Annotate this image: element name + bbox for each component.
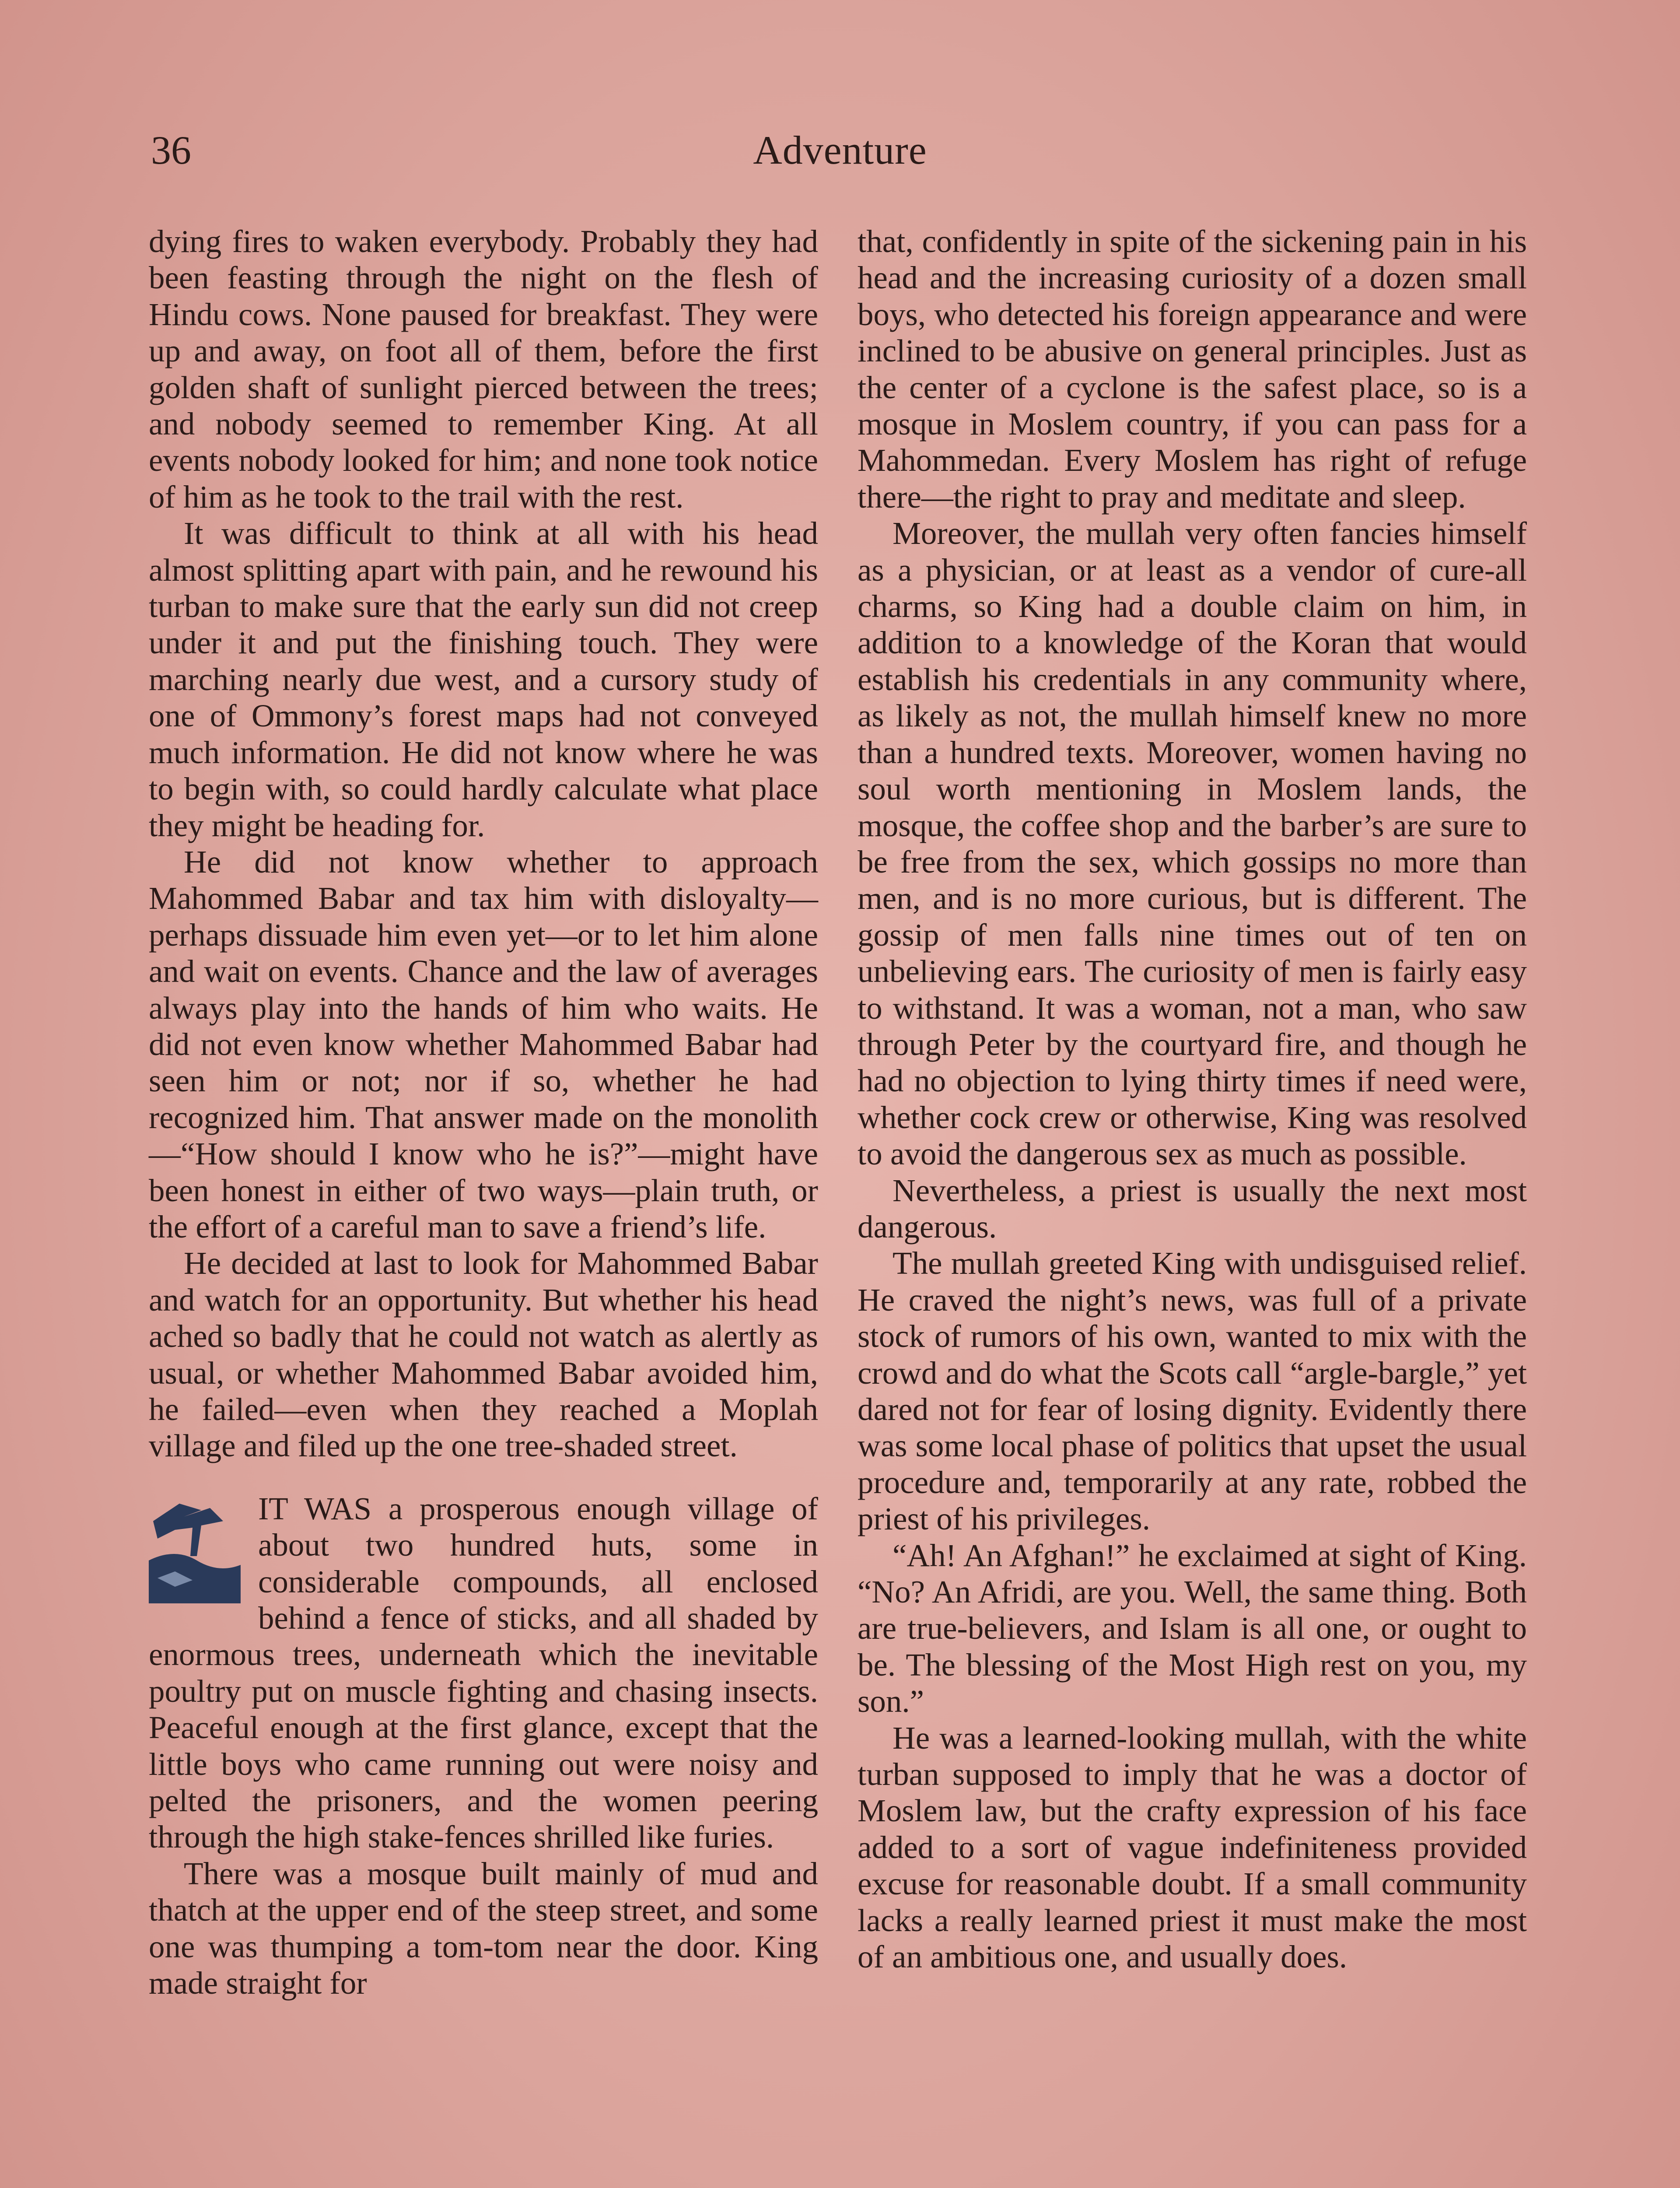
- paragraph: He was a learned-looking mullah, with the white turban supposed to imply that he was a doctor of Moslem law, but the crafty expression of his face added to a sort of vague indefiniteness provided excuse for reasonable doubt. If a small community lacks a really learned priest it must make the most of an ambitious one, and usually does.: [858, 1720, 1527, 1975]
- page-number: 36: [151, 128, 191, 172]
- paragraph: Moreover, the mullah very often fancies himself as a physician, or at least as a vendor of cure-all charms, so King had a double claim on him, in addition to a knowledge of the Koran that would establish his credentials in any community where, as likely as not, the mullah himself knew no more than a hundred texts. Moreover, women having no soul worth mentioning in Moslem lands, the mosque, the coffee shop and the barber’s are sure to be free from the sex, which gossips no more than men, and is no more curious, but is different. The gossip of men falls nine times out of ten on unbelieving ears. The curiosity of men is fairly easy to withstand. It was a woman, not a man, who saw through Peter by the courtyard fire, and though he had no objection to lying thirty times if need were, whether cock crew or otherwise, King was resolved to avoid the dangerous sex as much as possible.: [858, 515, 1527, 1172]
- right-column: [858, 223, 1527, 1975]
- paragraph: that, confidently in spite of the sickening pain in his head and the increasing curiosity of a dozen small boys, who detected his foreign appearance and were inclined to be abusive on general principles. Just as the center of a cyclone is the safest place, so is a mosque in Moslem country, if you can pass for a Mahommedan. Every Moslem has right of refuge there—the right to pray and meditate and sleep.: [858, 224, 1527, 515]
- paragraph: There was a mosque built mainly of mud and thatch at the upper end of the steep street, and some one was thumping a tom-tom near the door. King made straight for: [149, 1855, 818, 2001]
- left-column: [149, 223, 818, 2002]
- section-opening-paragraph: IT WAS a prosperous enough village of about two hundred huts, some in considerable compounds, all enclosed behind a fence of sticks, and all shaded by enormous trees, underneath which the inevitable poultry put on muscle fighting and chasing insects. Peaceful enough at the first glance, except that the little boys who came running out were noisy and pelted the prisoners, and the women peering through the high stake-fences shrilled like furies.: [149, 1490, 818, 1855]
- paragraph: It was difficult to think at all with his head almost splitting apart with pain, and he rewound his turban to make sure that the early sun did not creep under it and put the finishing touch. They were marching nearly due west, and a cursory study of one of Ommony’s forest maps had not conveyed much information. He did not know where he was to begin with, so could hardly calculate what place they might be heading for.: [149, 515, 818, 843]
- paragraph: He did not know whether to approach Mahommed Babar and tax him with disloyalty—perhaps dissuade him even yet—or to let him alone and wait on events. Chance and the law of averages always play into the hands of him who waits. He did not even know whether Mahommed Babar had seen him or not; nor if so, whether he had recognized him. That answer made on the monolith—“How should I know who he is?”—might have been honest in either of two ways—plain truth, or the effort of a careful man to save a friend’s life.: [149, 844, 818, 1245]
- paragraph: “Ah! An Afghan!” he exclaimed at sight of King. “No? An Afridi, are you. Well, the same thing. Both are true-believers, and Islam is all one, or ought to be. The blessing of the Most High rest on you, my son.”: [858, 1537, 1527, 1719]
- section-break: [149, 1464, 818, 1490]
- paragraph: The mullah greeted King with undisguised relief. He craved the night’s news, was full of a private stock of rumors of his own, wanted to mix with the crowd and do what the Scots call “argle-bargle,” yet dared not for fear of losing dignity. Evidently there was some local phase of politics that upset the usual procedure and, temporarily at any rate, robbed the priest of his privileges.: [858, 1245, 1527, 1537]
- running-head-title: Adventure: [753, 128, 927, 172]
- paragraph: Nevertheless, a priest is usually the next most dangerous.: [858, 1172, 1527, 1245]
- palm-tree-vignette-icon: [149, 1495, 241, 1603]
- paragraph: He decided at last to look for Mahommed Babar and watch for an opportunity. But whether his head ached so badly that he could not watch as alertly as usual, or whether Mahommed Babar avoided him, he failed—even when they reached a Moplah village and filed up the one tree-shaded street.: [149, 1245, 818, 1464]
- paragraph: dying fires to waken everybody. Probably they had been feasting through the night on the flesh of Hindu cows. None paused for breakfast. They were up and away, on foot all of them, before the first golden shaft of sunlight pierced between the trees; and nobody seemed to remember King. At all events nobody looked for him; and none took notice of him as he took to the trail with the rest.: [149, 224, 818, 515]
